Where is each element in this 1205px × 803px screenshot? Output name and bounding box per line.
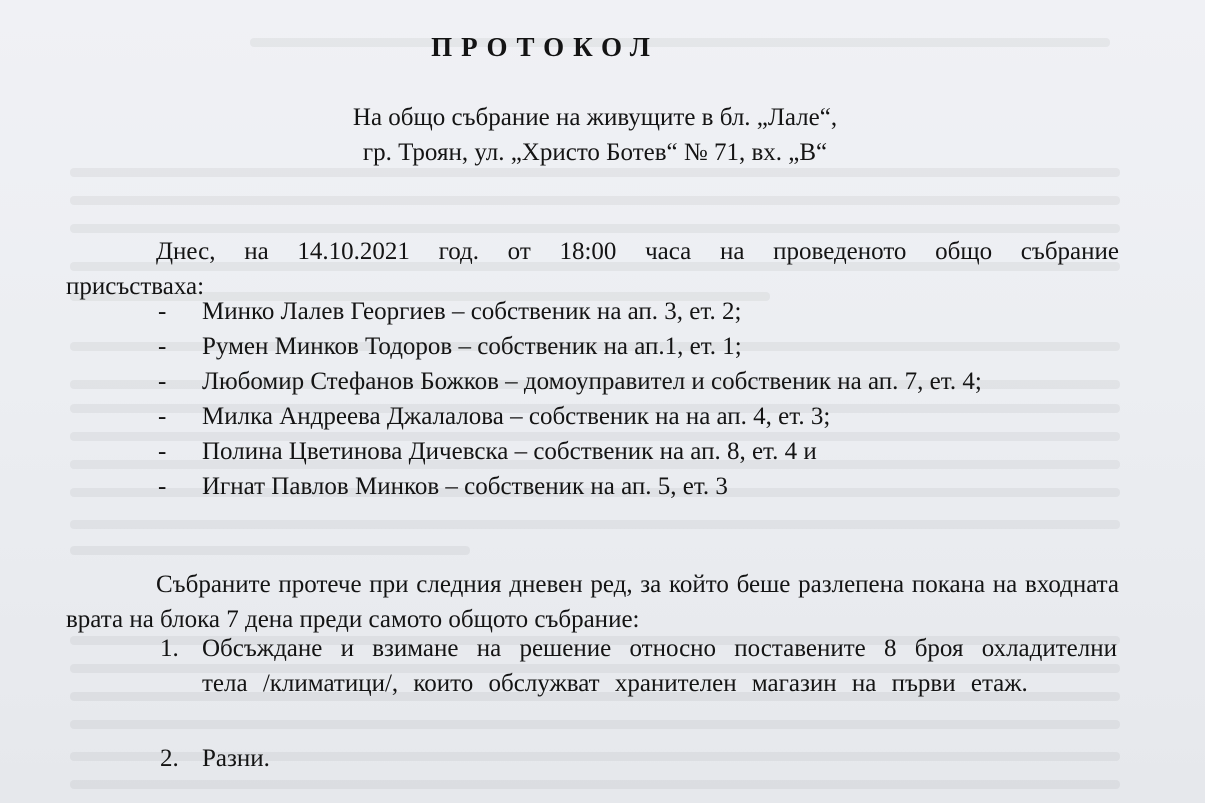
subtitle-address: гр. Троян, ул. „Христо Ботев“ № 71, вх. „В“ (362, 139, 828, 166)
attendee-entry: Милка Андреева Джалалова – собственик на на ап. 4, ет. 3; (202, 403, 831, 430)
bullet-dash: - (158, 473, 167, 500)
list-item (0, 368, 1205, 402)
attendee-entry: Румен Минков Тодоров – собственик на ап.1, ет. 1; (202, 333, 742, 360)
attendee-entry: Любомир Стефанов Божков – домоуправител и собственик на ап. 7, ет. 4; (202, 368, 982, 395)
attendee-entry: Минко Лалев Георгиев – собственик на ап. 3, ет. 2; (202, 298, 742, 325)
bullet-dash: - (158, 333, 167, 360)
list-item (0, 403, 1205, 437)
bullet-dash: - (158, 403, 167, 430)
list-item (0, 438, 1205, 472)
agenda-number: 1. (160, 635, 179, 662)
list-item (0, 298, 1205, 332)
document-title: ПРОТОКОЛ (431, 32, 659, 62)
agenda-number: 2. (160, 745, 179, 772)
attendee-entry: Полина Цветинова Дичевска – собственик на ап. 8, ет. 4 и (202, 438, 817, 465)
subtitle-building: На общо събрание на живущите в бл. „Лале“, (352, 104, 838, 131)
list-item (0, 333, 1205, 367)
agenda-intro-paragraph (66, 567, 1119, 637)
bullet-dash: - (158, 298, 167, 325)
agenda-intro-text: Събраните протече при следния дневен ред, за който беше разлепена покана на входната врата на блока 7 дена преди самото общото събрание: (66, 571, 1119, 633)
bullet-dash: - (158, 438, 167, 465)
list-item (0, 473, 1205, 507)
bullet-dash: - (158, 368, 167, 395)
attendee-entry: Игнат Павлов Минков – собственик на ап. 5, ет. 3 (202, 473, 728, 500)
agenda-text: Разни. (202, 745, 270, 772)
agenda-text: Обсъждане и взимане на решение относно поставените 8 броя охладителни тела /климатици/, които обслужват хранителен магазин на първи етаж. (202, 635, 1117, 697)
intro-paragraph (66, 234, 1119, 304)
intro-text: Днес, на 14.10.2021 год. от 18:00 часа на проведеното общо събрание присъстваха: (66, 238, 1119, 300)
